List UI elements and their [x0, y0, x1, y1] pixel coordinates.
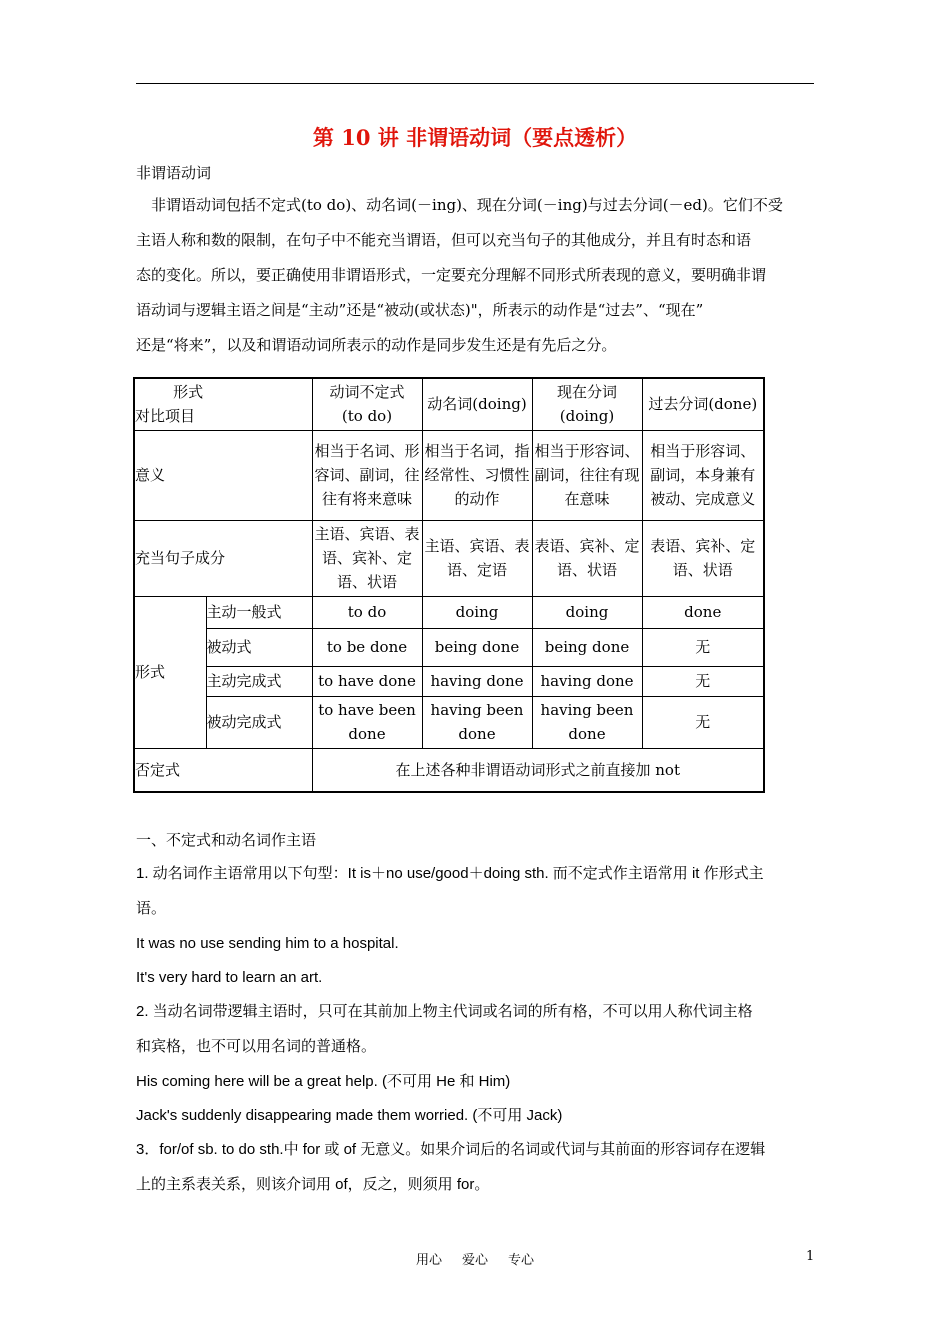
paragraph-3: 3．for/of sb. to do sth.中 for 或 of 无意义。如果介词后的名词或代词与其前面的形容词存在逻辑 上的主系表关系，则该介词用 of，反之，则须用 for。 [136, 1141, 766, 1193]
role-cell: 表语、宾补、定 语、状语 [532, 520, 642, 596]
example-2: It's very hard to learn an art. [136, 969, 323, 986]
page-title: 第 10 讲 非谓语动词（要点透析） [312, 125, 638, 150]
form-cell: to be done [312, 628, 422, 666]
footer-motto: 用心 爱心 专心 [415, 1253, 535, 1268]
form-cell: having been done [422, 696, 532, 748]
role-cell: 表语、宾补、定 语、状语 [642, 520, 764, 596]
col-header-gerund: 动名词(doing) [422, 378, 532, 430]
col-header-present-participle: 现在分词 (doing) [532, 378, 642, 430]
page-number: 1 [806, 1249, 815, 1264]
form-cell: to have been done [312, 696, 422, 748]
form-cell: being done [422, 628, 532, 666]
form-cell: having done [422, 666, 532, 696]
intro-paragraph: 非谓语动词包括不定式(to do)、动名词(－ing)、现在分词(－ing)与过去分词(－ed)。它们不受 主语人称和数的限制，在句子中不能充当谓语，但可以充当句子的其他成分，并且有时态和语 态的变化。所以，要正确使用非谓语形式，一定要充分理解不同形式所表现的意义，要明确非谓 语动词与逻辑主语之间是“主动”还是“被动(或状态)"，所表示的动作是“过去”、“现在” 还是“将来”，以及和谓语动词所表示的动作是同步发生还是有先后之分。 [136, 196, 783, 354]
comparison-table [133, 377, 765, 793]
example-3: His coming here will be a great help. (不可用 He 和 Him) [136, 1073, 511, 1090]
form-cell: to have done [312, 666, 422, 696]
form-cell: 无 [642, 696, 764, 748]
role-cell: 主语、宾语、表 语、定语 [422, 520, 532, 596]
form-label: 被动式 [206, 628, 312, 666]
subtitle: 非谓语动词 [136, 164, 212, 182]
row-label-role: 充当句子成分 [134, 520, 312, 596]
section-heading: 一、不定式和动名词作主语 [136, 831, 317, 849]
meaning-cell: 相当于形容词、 副词，本身兼有 被动、完成意义 [642, 430, 764, 520]
row-label-form: 形式 [134, 596, 206, 748]
row-label-negative: 否定式 [134, 748, 312, 792]
meaning-cell: 相当于名词，指 经常性、习惯性 的动作 [422, 430, 532, 520]
form-cell: doing [532, 596, 642, 628]
form-cell: 无 [642, 666, 764, 696]
form-cell: having been done [532, 696, 642, 748]
header-rule [136, 83, 814, 84]
meaning-cell: 相当于名词、形 容词、副词，往 往有将来意味 [312, 430, 422, 520]
example-1: It was no use sending him to a hospital. [136, 935, 399, 952]
form-label: 主动一般式 [206, 596, 312, 628]
negative-form-cell: 在上述各种非谓语动词形式之前直接加 not [312, 748, 764, 792]
row-label-meaning: 意义 [134, 430, 312, 520]
col-header-past-participle: 过去分词(done) [642, 378, 764, 430]
paragraph-2: 2. 当动名词带逻辑主语时，只可在其前加上物主代词或名词的所有格，不可以用人称代词主格 和宾格，也不可以用名词的普通格。 [136, 1003, 753, 1055]
paragraph-1: 1. 动名词作主语常用以下句型：It is＋no use/good＋doing sth. 而不定式作主语常用 it 作形式主 语。 [136, 865, 764, 917]
form-cell: done [642, 596, 764, 628]
col-header-infinitive: 动词不定式 (to do) [312, 378, 422, 430]
form-cell: having done [532, 666, 642, 696]
form-cell: doing [422, 596, 532, 628]
form-cell: to do [312, 596, 422, 628]
form-cell: being done [532, 628, 642, 666]
role-cell: 主语、宾语、表 语、宾补、定 语、状语 [312, 520, 422, 596]
form-cell: 无 [642, 628, 764, 666]
table-corner-header: 形式 对比项目 [134, 378, 312, 430]
form-label: 主动完成式 [206, 666, 312, 696]
form-label: 被动完成式 [206, 696, 312, 748]
example-4: Jack's suddenly disappearing made them worried. (不可用 Jack) [136, 1107, 563, 1124]
meaning-cell: 相当于形容词、 副词，往往有现 在意味 [532, 430, 642, 520]
